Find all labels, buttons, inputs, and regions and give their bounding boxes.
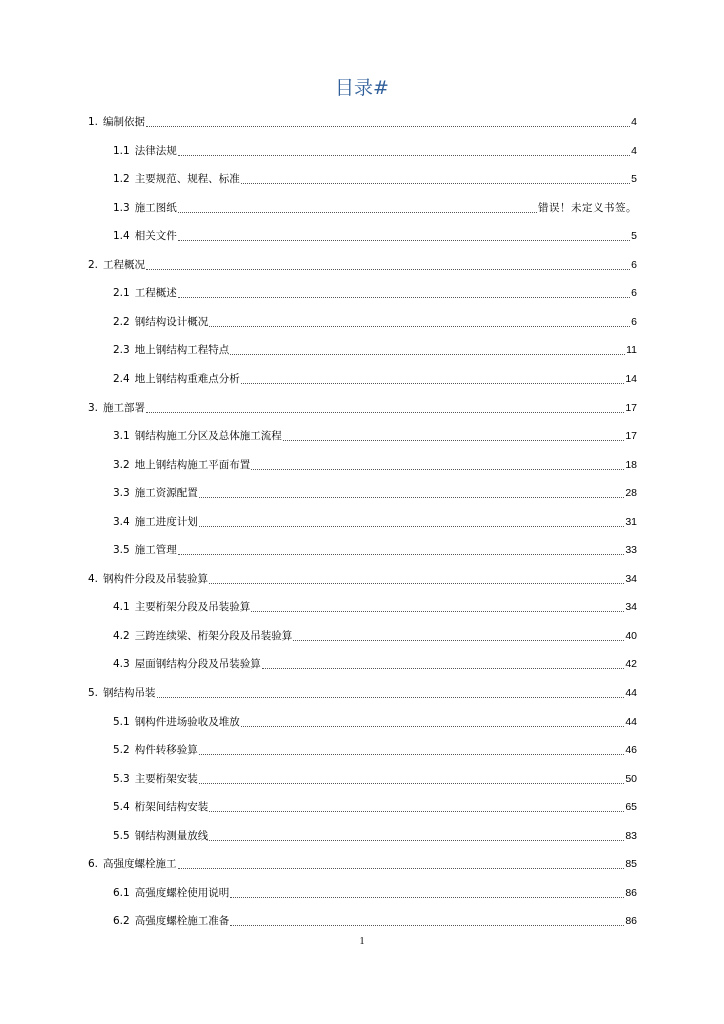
- toc-entry[interactable]: [113, 165, 637, 193]
- toc-entry-number: 5.4: [113, 801, 130, 814]
- toc-entry-title: 钢结构施工分区及总体施工流程: [134, 430, 282, 443]
- toc-entry-page: 6: [631, 315, 637, 328]
- toc-entry[interactable]: [113, 593, 637, 621]
- toc-dot-leader: [209, 318, 630, 327]
- toc-entry-page: 33: [625, 544, 637, 557]
- toc-entry-page: 44: [625, 715, 637, 728]
- toc-entry-page: 83: [625, 829, 637, 842]
- toc-dot-leader: [209, 832, 624, 841]
- toc-entry[interactable]: [113, 137, 637, 165]
- toc-entry-title: 钢结构吊装: [103, 687, 156, 699]
- toc-entry-title: 地上钢结构施工平面布置: [134, 458, 251, 471]
- toc-dot-leader: [230, 889, 624, 898]
- toc-entry-page: 86: [625, 886, 637, 899]
- toc-entry-title: 高强度螺栓使用说明: [134, 886, 230, 899]
- toc-entry[interactable]: [113, 194, 637, 222]
- toc-entry-number: 5.5: [113, 829, 130, 842]
- toc-entry[interactable]: [113, 907, 637, 935]
- toc-entry-title: 工程概况: [103, 258, 146, 271]
- toc-entry-number: 5.3: [113, 772, 130, 785]
- toc-entry-number: 6.1: [113, 886, 130, 899]
- toc-entry[interactable]: [113, 536, 637, 564]
- toc-entry-page: 28: [625, 487, 637, 500]
- toc-entry-number: 4.2: [113, 629, 130, 642]
- toc-entry[interactable]: [88, 108, 637, 136]
- toc-entry-page: 65: [625, 801, 637, 814]
- toc-entry-number: 2.2: [113, 315, 130, 328]
- toc-entry-title: 主要桁架分段及吊装验算: [134, 601, 251, 614]
- toc-entry-page: 5: [631, 173, 637, 186]
- toc-dot-leader: [146, 404, 624, 413]
- toc-entry[interactable]: [113, 822, 637, 850]
- toc-entry[interactable]: [113, 422, 637, 450]
- toc-entry-page: 4: [631, 116, 637, 128]
- toc-dot-leader: [283, 432, 625, 441]
- toc-entry-number: 3.: [88, 401, 99, 414]
- toc-entry-title: 编制依据: [103, 116, 146, 128]
- toc-entry-title: 构件转移验算: [134, 744, 198, 757]
- toc-dot-leader: [293, 632, 624, 641]
- toc-entry-title: 法律法规: [134, 144, 177, 157]
- toc-dot-leader: [241, 718, 625, 727]
- toc-entry-number: 3.4: [113, 515, 130, 528]
- toc-dot-leader: [199, 775, 625, 784]
- toc-entry-page: 85: [625, 858, 637, 871]
- toc-entry-page: 86: [625, 915, 637, 928]
- toc-entry-title: 高强度螺栓施工: [103, 858, 177, 871]
- toc-dot-leader: [178, 204, 537, 213]
- toc-entry-page: 错误！未定义书签。: [538, 201, 637, 214]
- toc-entry-page: 14: [625, 372, 637, 385]
- toc-dot-leader: [251, 461, 624, 470]
- toc-dot-leader: [262, 660, 625, 669]
- toc-entry-title: 地上钢结构重难点分析: [134, 372, 240, 385]
- toc-entry-title: 桁架间结构安装: [134, 801, 209, 814]
- toc-entry[interactable]: [88, 565, 637, 593]
- toc-entry-number: 5.: [88, 687, 99, 699]
- toc-entry-number: 1.2: [113, 173, 130, 186]
- toc-dot-leader: [230, 346, 625, 355]
- toc-entry-page: 18: [625, 458, 637, 471]
- toc-entry-page: 31: [625, 515, 637, 528]
- toc-entry-number: 4.3: [113, 658, 130, 671]
- toc-dot-leader: [178, 860, 625, 869]
- toc-entry-title: 工程概述: [134, 287, 177, 300]
- toc-dot-leader: [146, 118, 630, 127]
- toc-entry[interactable]: [113, 451, 637, 479]
- toc-entry-title: 屋面钢结构分段及吊装验算: [134, 658, 261, 671]
- toc-entry-title: 钢构件进场验收及堆放: [134, 715, 240, 728]
- toc-dot-leader: [241, 375, 625, 384]
- toc-entry-page: 46: [625, 744, 637, 757]
- toc-entry-page: 4: [631, 144, 637, 157]
- toc-entry-number: 6.2: [113, 915, 130, 928]
- toc-entry[interactable]: [113, 479, 637, 507]
- toc-dot-leader: [199, 489, 625, 498]
- toc-entry-title: 主要桁架安装: [134, 772, 198, 785]
- toc-entry-number: 3.3: [113, 487, 130, 500]
- toc-entry-title: 高强度螺栓施工准备: [134, 915, 230, 928]
- toc-dot-leader: [251, 603, 624, 612]
- toc-entry-title: 主要规范、规程、标准: [134, 173, 240, 186]
- toc-entry[interactable]: [113, 650, 637, 678]
- toc-entry[interactable]: [88, 679, 637, 707]
- toc-entry[interactable]: [88, 394, 637, 422]
- toc-dot-leader: [230, 917, 624, 926]
- toc-dot-leader: [199, 746, 625, 755]
- toc-entry-title: 钢结构测量放线: [134, 829, 209, 842]
- toc-entry-page: 17: [625, 401, 637, 414]
- toc-entry-title: 施工进度计划: [134, 515, 198, 528]
- toc-entry[interactable]: [113, 279, 637, 307]
- toc-entry-number: 4.: [88, 572, 99, 585]
- toc-entry-number: 1.1: [113, 144, 130, 157]
- toc-entry[interactable]: [113, 365, 637, 393]
- toc-dot-leader: [146, 261, 630, 270]
- toc-entry-title: 施工部署: [103, 401, 146, 414]
- toc-entry[interactable]: [113, 622, 637, 650]
- toc-dot-leader: [178, 289, 630, 298]
- toc-entry-page: 34: [625, 601, 637, 614]
- toc-entry-page: 40: [625, 629, 637, 642]
- toc-entry[interactable]: [113, 222, 637, 250]
- toc-entry-title: 施工资源配置: [134, 487, 198, 500]
- toc-entry-title: 施工管理: [134, 544, 177, 557]
- toc-entry-number: 3.1: [113, 430, 130, 443]
- toc-entry-number: 3.2: [113, 458, 130, 471]
- toc-entry[interactable]: [113, 708, 637, 736]
- toc-entry-title: 地上钢结构工程特点: [134, 344, 230, 357]
- toc-entry-page: 11: [626, 344, 637, 357]
- toc-entry-page: 6: [631, 287, 637, 300]
- toc-entry-title: 钢结构设计概况: [134, 315, 209, 328]
- toc-dot-leader: [199, 518, 625, 527]
- toc-entry-title: 相关文件: [134, 230, 177, 243]
- toc-entry-number: 4.1: [113, 601, 130, 614]
- toc-dot-leader: [178, 147, 630, 156]
- toc-entry[interactable]: [113, 308, 637, 336]
- toc-entry-page: 17: [625, 430, 637, 443]
- page-number: 1: [359, 936, 365, 947]
- toc-entry-number: 3.5: [113, 544, 130, 557]
- toc-dot-leader: [178, 232, 630, 241]
- toc-entry[interactable]: [88, 251, 637, 279]
- toc-entry[interactable]: [113, 336, 637, 364]
- toc-dot-leader: [157, 689, 625, 698]
- toc-entry-number: 2.3: [113, 344, 130, 357]
- toc-entry-title: 钢构件分段及吊装验算: [103, 572, 209, 585]
- toc-entry-page: 6: [631, 258, 637, 271]
- toc-entry-number: 1.3: [113, 201, 130, 214]
- toc-dot-leader: [241, 175, 630, 184]
- toc-entry-title: 三跨连续梁、桁架分段及吊装验算: [134, 629, 293, 642]
- toc-entry-page: 44: [625, 687, 637, 699]
- toc-entry-page: 5: [631, 230, 637, 243]
- toc-entry-number: 6.: [88, 858, 99, 871]
- toc-entry-page: 42: [625, 658, 637, 671]
- toc-entry[interactable]: [113, 508, 637, 536]
- toc-entry[interactable]: [113, 793, 637, 821]
- toc-dot-leader: [178, 546, 625, 555]
- toc-entry[interactable]: [113, 879, 637, 907]
- toc-entry[interactable]: [113, 736, 637, 764]
- toc-entry-title: 施工图纸: [134, 201, 177, 214]
- toc-entry-number: 2.: [88, 258, 99, 271]
- toc-dot-leader: [209, 803, 624, 812]
- toc-entry[interactable]: [88, 850, 637, 878]
- toc-title: 目录#: [335, 77, 389, 99]
- toc-entry-number: 2.4: [113, 372, 130, 385]
- toc-dot-leader: [209, 575, 624, 584]
- toc-entry-number: 5.1: [113, 715, 130, 728]
- toc-entry-page: 50: [625, 772, 637, 785]
- toc-entry-number: 1.: [88, 116, 99, 128]
- toc-entry-number: 2.1: [113, 287, 130, 300]
- toc-entry-page: 34: [625, 572, 637, 585]
- toc-entry-number: 1.4: [113, 230, 130, 243]
- toc-entry[interactable]: [113, 765, 637, 793]
- toc-entry-number: 5.2: [113, 744, 130, 757]
